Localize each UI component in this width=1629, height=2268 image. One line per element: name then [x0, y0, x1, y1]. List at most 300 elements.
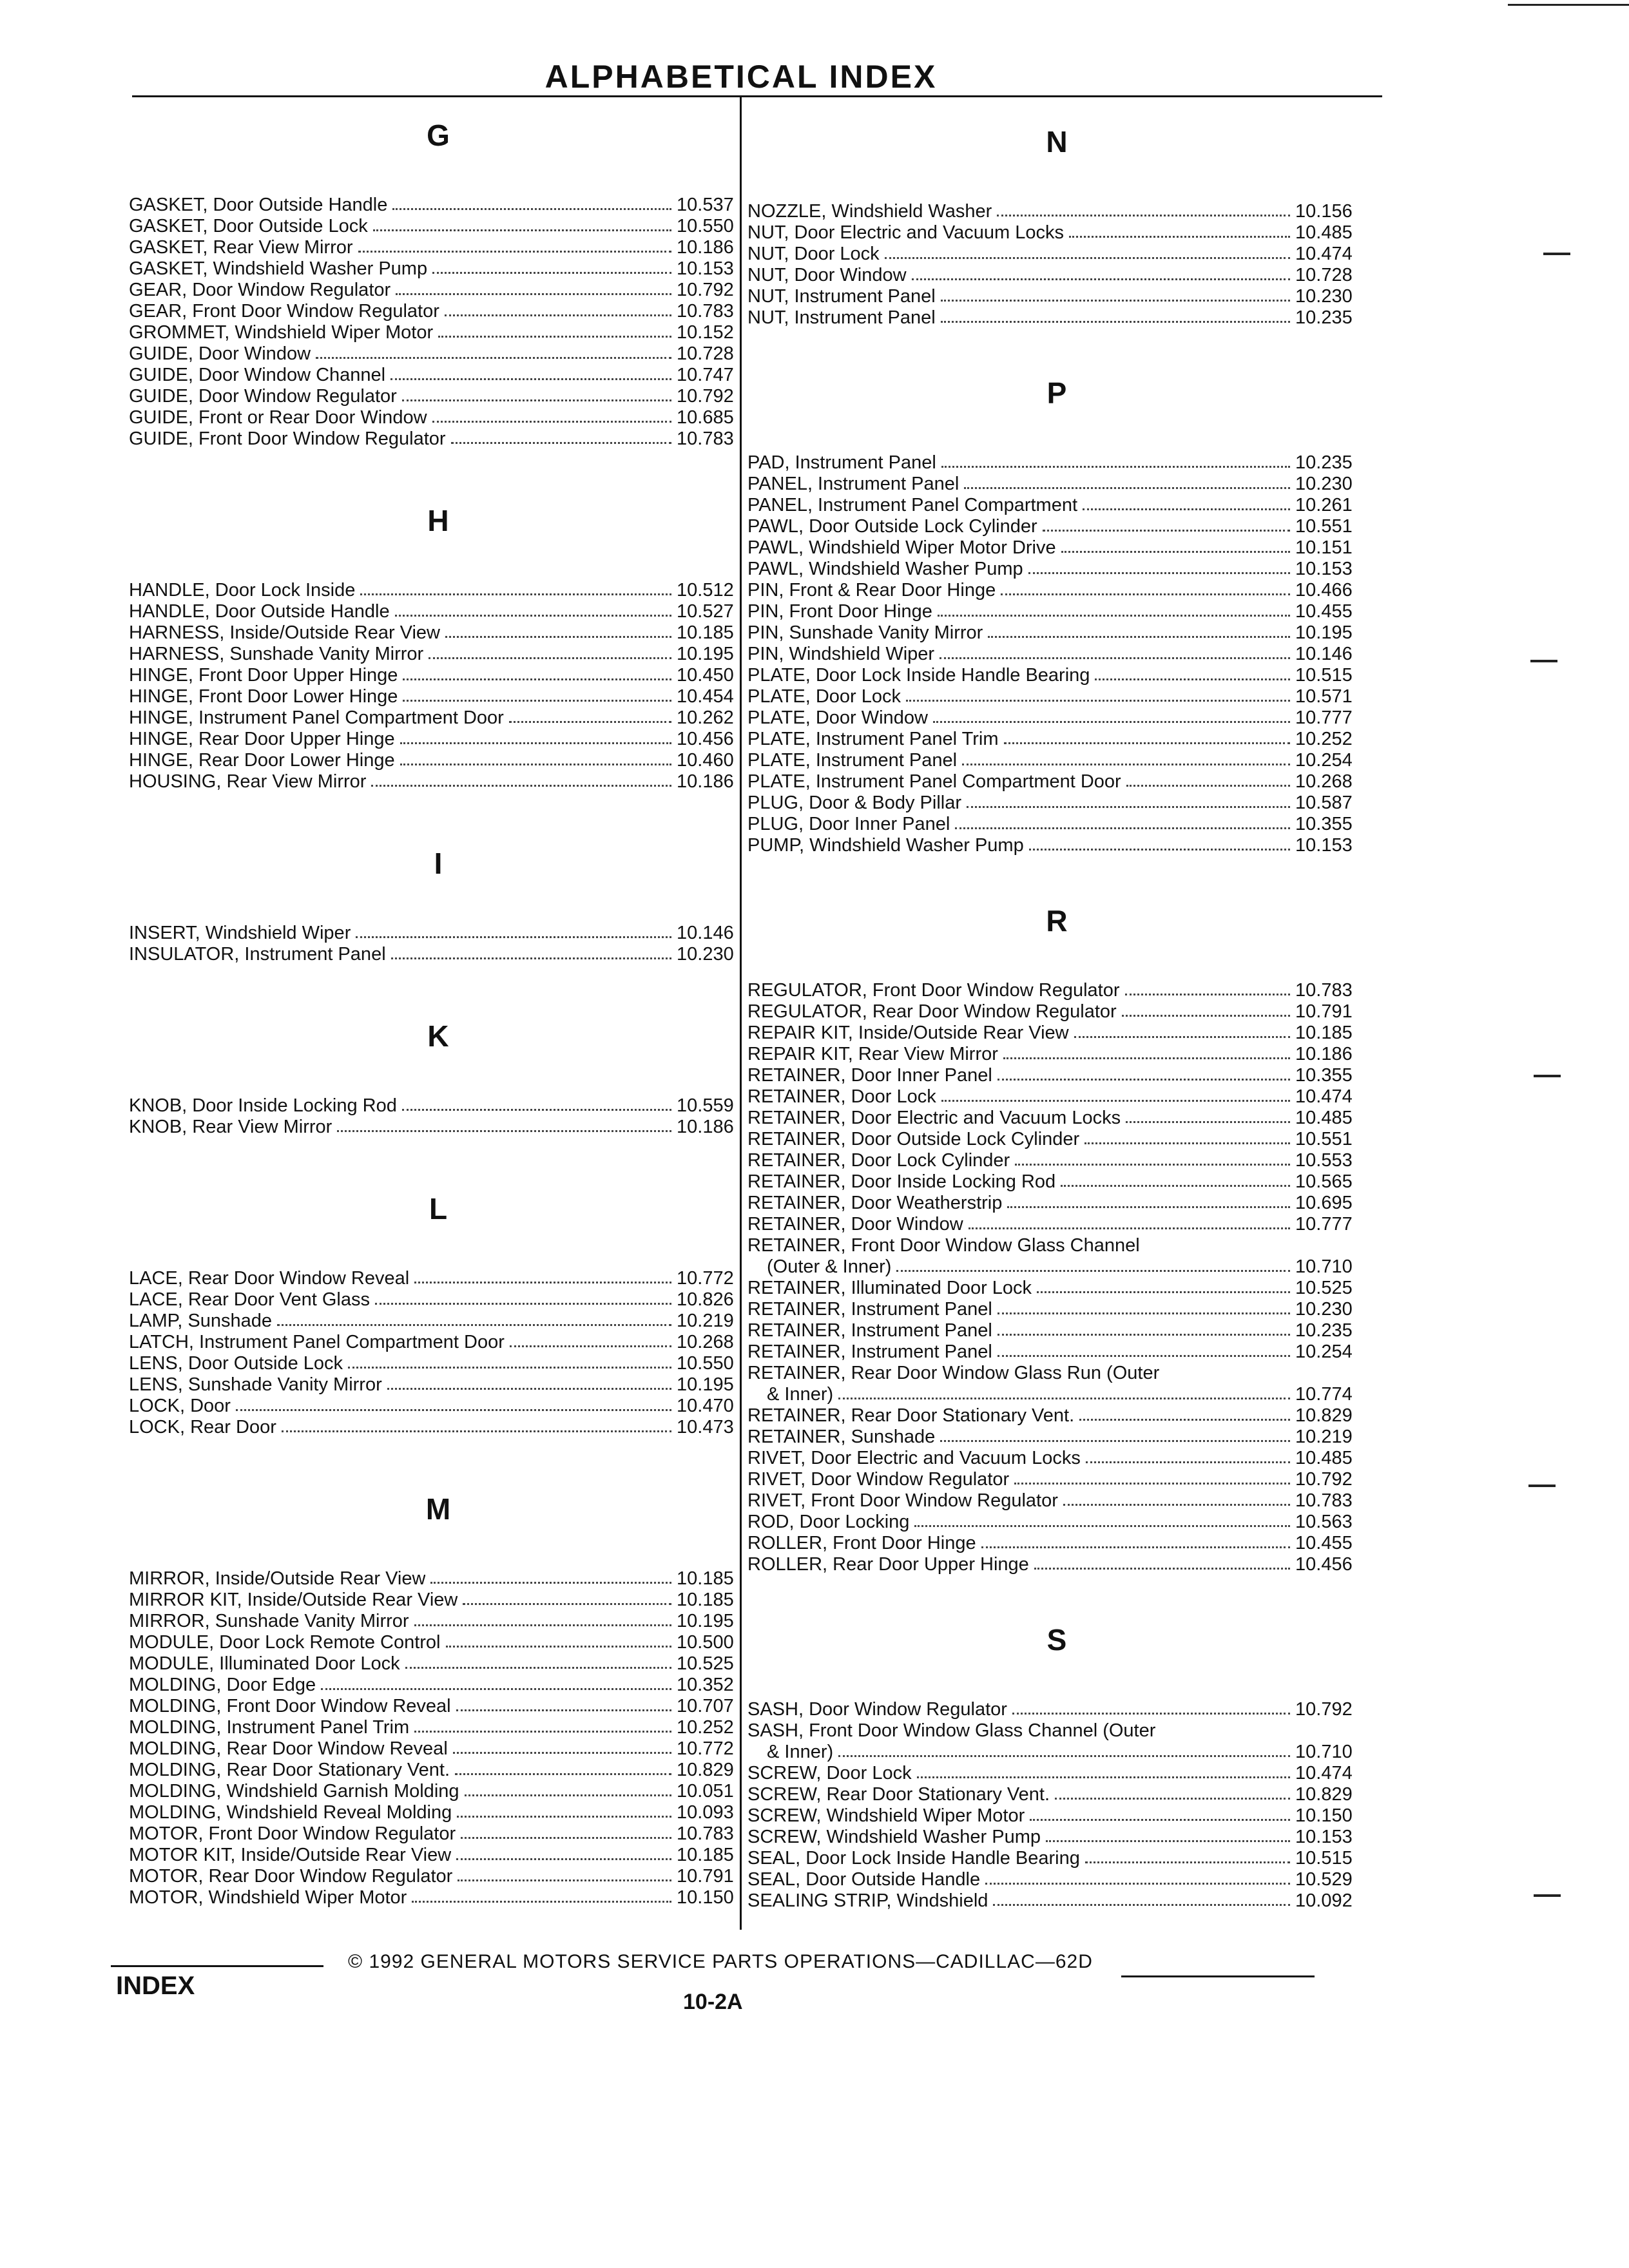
section-letter: N [1046, 125, 1068, 159]
entry-name: SCREW, Windshield Washer Pump [747, 1827, 1041, 1847]
dot-leader [456, 1709, 671, 1711]
entry-list [747, 201, 1366, 329]
index-entry [129, 216, 747, 237]
entry-name: INSULATOR, Instrument Panel [129, 944, 386, 965]
entry-page-ref: 10.195 [677, 644, 734, 664]
entry-page-ref: 10.525 [677, 1653, 734, 1674]
dot-leader [403, 678, 671, 680]
entry-page-ref: 10.219 [1295, 1427, 1353, 1447]
entry-page-ref: 10.185 [1295, 1023, 1353, 1043]
index-entry [129, 601, 747, 622]
entry-name: GEAR, Front Door Window Regulator [129, 301, 439, 322]
entry-name: LOCK, Rear Door [129, 1417, 276, 1437]
entry-name: PUMP, Windshield Washer Pump [747, 835, 1024, 856]
entry-page-ref: 10.473 [677, 1417, 734, 1437]
entry-page-ref: 10.783 [1295, 1490, 1353, 1511]
entry-page-ref: 10.352 [677, 1675, 734, 1695]
dot-leader [1063, 1504, 1290, 1506]
index-entry [747, 1214, 1366, 1235]
entry-name: INSERT, Windshield Wiper [129, 923, 351, 943]
index-entry [747, 1742, 1366, 1763]
entry-page-ref: 10.728 [1295, 265, 1353, 285]
index-entry [747, 1763, 1366, 1784]
entry-page-ref: 10.470 [677, 1396, 734, 1416]
entry-page-ref: 10.156 [1295, 201, 1353, 222]
entry-page-ref: 10.792 [1295, 1469, 1353, 1490]
entry-name: GEAR, Door Window Regulator [129, 280, 391, 300]
dot-leader [998, 1355, 1290, 1357]
entry-name: HOUSING, Rear View Mirror [129, 771, 367, 792]
right-column [747, 122, 1366, 1912]
index-entry [129, 644, 747, 665]
dot-leader [451, 442, 671, 444]
index-entry [129, 1802, 747, 1823]
dot-leader [371, 785, 671, 787]
dot-leader [997, 215, 1290, 216]
entry-list [747, 1699, 1366, 1912]
entry-name: HANDLE, Door Lock Inside [129, 580, 356, 601]
entry-page-ref: 10.185 [677, 1590, 734, 1610]
entry-name: SCREW, Door Lock [747, 1763, 912, 1783]
index-entry [747, 1869, 1366, 1890]
entry-name: PLUG, Door & Body Pillar [747, 793, 962, 813]
entry-page-ref: 10.454 [677, 686, 734, 707]
entry-page-ref: 10.152 [677, 322, 734, 343]
entry-name: RETAINER, Door Window [747, 1214, 963, 1235]
entry-name: RETAINER, Front Door Window Glass Channel [747, 1235, 1140, 1256]
dot-leader [969, 1227, 1290, 1229]
entry-list [747, 980, 1366, 1575]
index-entry [129, 428, 747, 450]
entry-name: PLUG, Door Inner Panel [747, 814, 950, 834]
entry-page-ref: 10.710 [1295, 1256, 1353, 1277]
entry-page-ref: 10.550 [677, 216, 734, 236]
dot-leader [1003, 1057, 1290, 1059]
dot-leader [941, 466, 1290, 468]
dot-leader [1028, 572, 1290, 574]
entry-name: GASKET, Windshield Washer Pump [129, 258, 428, 279]
dot-leader [1126, 785, 1290, 787]
entry-page-ref: 10.185 [677, 1845, 734, 1865]
entry-name: (Outer & Inner) [767, 1256, 892, 1277]
entry-name: MOLDING, Windshield Garnish Molding [129, 1781, 459, 1802]
entry-name: PLATE, Door Lock Inside Handle Bearing [747, 665, 1090, 686]
index-section-h [129, 501, 747, 793]
dot-leader [1095, 678, 1290, 680]
entry-page-ref: 10.195 [677, 1611, 734, 1631]
dot-leader [1007, 1206, 1290, 1208]
dot-leader [941, 321, 1290, 323]
entry-list [129, 923, 747, 965]
entry-page-ref: 10.553 [1295, 1150, 1353, 1171]
dot-leader [1122, 1015, 1290, 1017]
entry-page-ref: 10.571 [1295, 686, 1353, 707]
entry-name: GUIDE, Door Window Channel [129, 365, 386, 385]
entry-name: NUT, Door Electric and Vacuum Locks [747, 222, 1065, 243]
entry-name: RIVET, Door Electric and Vacuum Locks [747, 1448, 1081, 1468]
dot-leader [400, 764, 671, 765]
margin-mark [1534, 1075, 1561, 1077]
entry-name: REGULATOR, Front Door Window Regulator [747, 980, 1120, 1001]
dot-leader [940, 1440, 1290, 1442]
entry-page-ref: 10.186 [677, 1117, 734, 1137]
dot-leader [1043, 530, 1290, 532]
dot-leader [391, 957, 671, 959]
entry-name: SEAL, Door Lock Inside Handle Bearing [747, 1848, 1080, 1869]
entry-page-ref: 10.153 [677, 258, 734, 279]
entry-name: NUT, Door Lock [747, 244, 880, 264]
entry-name: MODULE, Door Lock Remote Control [129, 1632, 441, 1653]
entry-page-ref: 10.728 [677, 343, 734, 364]
index-entry [129, 195, 747, 216]
section-letter: G [427, 119, 450, 152]
entry-page-ref: 10.587 [1295, 793, 1353, 813]
index-section-k [129, 1017, 747, 1138]
entry-page-ref: 10.051 [677, 1781, 734, 1802]
index-entry [747, 1193, 1366, 1214]
entry-page-ref: 10.792 [677, 386, 734, 407]
entry-name: SASH, Door Window Regulator [747, 1699, 1007, 1720]
dot-leader [1046, 1840, 1290, 1842]
index-entry [747, 686, 1366, 707]
index-section-i [129, 844, 747, 965]
index-entry [129, 1417, 747, 1438]
entry-page-ref: 10.685 [677, 407, 734, 428]
dot-leader [1012, 1713, 1290, 1715]
page-number: 10-2A [683, 1990, 743, 2014]
dot-leader [1055, 1798, 1290, 1800]
left-column [129, 116, 747, 1908]
index-entry [747, 750, 1366, 771]
entry-page-ref: 10.460 [677, 750, 734, 771]
entry-page-ref: 10.146 [677, 923, 734, 943]
entry-page-ref: 10.185 [677, 1568, 734, 1589]
section-label: INDEX [116, 1972, 195, 2000]
index-entry [129, 1653, 747, 1675]
entry-name: SCREW, Windshield Wiper Motor [747, 1805, 1025, 1826]
entry-name: PIN, Front & Rear Door Hinge [747, 580, 996, 601]
entry-page-ref: 10.563 [1295, 1512, 1353, 1532]
index-entry [747, 1363, 1366, 1384]
entry-page-ref: 10.455 [1295, 1533, 1353, 1553]
entry-name: GUIDE, Door Window [129, 343, 311, 364]
index-entry [747, 707, 1366, 729]
dot-leader [405, 1667, 671, 1669]
entry-list [129, 580, 747, 793]
index-entry [129, 1332, 747, 1353]
entry-name: & Inner) [767, 1384, 834, 1405]
dot-leader [998, 1079, 1290, 1081]
entry-name: LATCH, Instrument Panel Compartment Door [129, 1332, 505, 1352]
dot-leader [1061, 1185, 1290, 1187]
entry-page-ref: 10.550 [677, 1353, 734, 1374]
entry-page-ref: 10.695 [1295, 1193, 1353, 1213]
entry-page-ref: 10.230 [677, 944, 734, 965]
index-entry [747, 1086, 1366, 1108]
index-entry [747, 1108, 1366, 1129]
entry-name: HARNESS, Sunshade Vanity Mirror [129, 644, 424, 664]
dot-leader [1014, 1483, 1290, 1485]
index-entry [747, 1405, 1366, 1427]
index-entry [129, 1781, 747, 1802]
entry-page-ref: 10.512 [677, 580, 734, 601]
footer-rule-right [1121, 1975, 1315, 1977]
entry-name: RETAINER, Door Inner Panel [747, 1065, 992, 1086]
entry-page-ref: 10.777 [1295, 707, 1353, 728]
entry-name: HANDLE, Door Outside Handle [129, 601, 390, 622]
dot-leader [941, 300, 1290, 302]
entry-name: MOTOR, Rear Door Window Regulator [129, 1866, 453, 1887]
entry-page-ref: 10.474 [1295, 1763, 1353, 1783]
entry-name: REPAIR KIT, Rear View Mirror [747, 1044, 998, 1064]
entry-list [129, 1568, 747, 1908]
index-entry [747, 1150, 1366, 1171]
entry-name: HINGE, Front Door Upper Hinge [129, 665, 398, 686]
index-entry [747, 622, 1366, 644]
dot-leader [938, 615, 1290, 617]
dot-leader [906, 700, 1290, 702]
entry-name: MIRROR, Inside/Outside Rear View [129, 1568, 426, 1589]
entry-page-ref: 10.747 [677, 365, 734, 385]
dot-leader [955, 827, 1290, 829]
entry-name: RETAINER, Rear Door Stationary Vent. [747, 1405, 1075, 1426]
dot-leader [430, 1582, 671, 1584]
entry-page-ref: 10.515 [1295, 1848, 1353, 1869]
entry-page-ref: 10.235 [1295, 452, 1353, 473]
entry-name: ROLLER, Rear Door Upper Hinge [747, 1554, 1029, 1575]
entry-page-ref: 10.093 [677, 1802, 734, 1823]
dot-leader [414, 1624, 671, 1626]
index-entry [129, 1374, 747, 1396]
entry-name: GUIDE, Front or Rear Door Window [129, 407, 427, 428]
dot-leader [988, 636, 1290, 638]
entry-name: PAWL, Windshield Wiper Motor Drive [747, 537, 1056, 558]
margin-mark [1534, 1894, 1561, 1897]
section-letter: L [429, 1192, 448, 1225]
index-entry [129, 1289, 747, 1311]
entry-name: HARNESS, Inside/Outside Rear View [129, 622, 441, 643]
index-entry [129, 1353, 747, 1374]
index-entry [747, 1784, 1366, 1805]
section-letter: R [1046, 904, 1068, 937]
entry-page-ref: 10.565 [1295, 1171, 1353, 1192]
entry-name: PANEL, Instrument Panel [747, 474, 959, 494]
dot-leader [402, 399, 671, 401]
dot-leader [432, 421, 671, 423]
dot-leader [1079, 1419, 1290, 1421]
entry-name: MOLDING, Windshield Reveal Molding [129, 1802, 452, 1823]
entry-name: MIRROR, Sunshade Vanity Mirror [129, 1611, 409, 1631]
index-entry [129, 301, 747, 322]
entry-page-ref: 10.783 [677, 428, 734, 449]
index-entry [747, 1171, 1366, 1193]
dot-leader [838, 1398, 1290, 1399]
entry-page-ref: 10.254 [1295, 1341, 1353, 1362]
index-entry [747, 601, 1366, 622]
entry-name: PAD, Instrument Panel [747, 452, 936, 473]
dot-leader [510, 1345, 671, 1347]
entry-name: GASKET, Door Outside Lock [129, 216, 368, 236]
entry-page-ref: 10.150 [677, 1887, 734, 1908]
page-title: ALPHABETICAL INDEX [545, 59, 938, 95]
entry-name: GASKET, Rear View Mirror [129, 237, 353, 258]
dot-leader [387, 1388, 671, 1390]
dot-leader [967, 806, 1290, 808]
entry-name: PIN, Front Door Hinge [747, 601, 932, 622]
entry-page-ref: 10.355 [1295, 1065, 1353, 1086]
index-entry [747, 1341, 1366, 1363]
index-entry [129, 771, 747, 793]
entry-name: NUT, Instrument Panel [747, 286, 936, 307]
dot-leader [316, 357, 671, 359]
dot-leader [941, 1100, 1290, 1102]
entry-name: SEALING STRIP, Windshield [747, 1890, 988, 1911]
index-entry [129, 386, 747, 407]
index-entry [747, 1720, 1366, 1742]
entry-name: RETAINER, Door Lock [747, 1086, 936, 1107]
section-letter: S [1046, 1623, 1067, 1657]
entry-page-ref: 10.230 [1295, 286, 1353, 307]
entry-page-ref: 10.185 [677, 622, 734, 643]
entry-page-ref: 10.792 [1295, 1699, 1353, 1720]
index-entry [747, 537, 1366, 559]
index-entry [129, 923, 747, 944]
entry-name: RETAINER, Door Lock Cylinder [747, 1150, 1010, 1171]
entry-page-ref: 10.485 [1295, 1448, 1353, 1468]
dot-leader [414, 1731, 671, 1733]
entry-name: PIN, Windshield Wiper [747, 644, 935, 664]
dot-leader [348, 1367, 671, 1369]
entry-page-ref: 10.456 [677, 729, 734, 749]
dot-leader [933, 721, 1290, 723]
section-letter: K [427, 1019, 449, 1053]
entry-name: RETAINER, Instrument Panel [747, 1341, 992, 1362]
dot-leader [985, 1883, 1290, 1885]
dot-leader [356, 936, 671, 938]
entry-list [129, 195, 747, 450]
entry-list [129, 1268, 747, 1438]
dot-leader [438, 336, 671, 338]
index-section-m [129, 1490, 747, 1908]
index-entry [747, 265, 1366, 286]
entry-page-ref: 10.092 [1295, 1890, 1353, 1911]
dot-leader [917, 1776, 1290, 1778]
dot-leader [1126, 1121, 1290, 1123]
entry-name: PLATE, Door Window [747, 707, 928, 728]
entry-name: & Inner) [767, 1742, 834, 1762]
entry-page-ref: 10.772 [677, 1738, 734, 1759]
dot-leader [1086, 1461, 1290, 1463]
index-entry [747, 1129, 1366, 1150]
entry-page-ref: 10.774 [1295, 1384, 1353, 1405]
dot-leader [455, 1773, 671, 1775]
index-entry [747, 1299, 1366, 1320]
dot-leader [400, 742, 671, 744]
index-entry [129, 407, 747, 428]
index-entry [129, 750, 747, 771]
index-entry [747, 1278, 1366, 1299]
entry-page-ref: 10.153 [1295, 559, 1353, 579]
entry-page-ref: 10.551 [1295, 516, 1353, 537]
entry-page-ref: 10.515 [1295, 665, 1353, 686]
dot-leader [360, 593, 671, 595]
index-entry [129, 1396, 747, 1417]
entry-page-ref: 10.146 [1295, 644, 1353, 664]
entry-page-ref: 10.455 [1295, 601, 1353, 622]
entry-page-ref: 10.783 [677, 1823, 734, 1844]
dot-leader [962, 764, 1290, 765]
entry-page-ref: 10.783 [1295, 980, 1353, 1001]
entry-name: KNOB, Rear View Mirror [129, 1117, 333, 1137]
index-entry [129, 1696, 747, 1717]
entry-page-ref: 10.829 [677, 1760, 734, 1780]
index-entry [129, 1632, 747, 1653]
entry-name: ROLLER, Front Door Hinge [747, 1533, 976, 1553]
index-entry [747, 835, 1366, 856]
dot-leader [390, 378, 671, 380]
footer-rule-left [111, 1965, 323, 1967]
dot-leader [1125, 994, 1290, 995]
entry-name: RETAINER, Sunshade [747, 1427, 936, 1447]
index-entry [747, 1427, 1366, 1448]
index-entry [747, 814, 1366, 835]
dot-leader [236, 1409, 671, 1411]
dot-leader [998, 1312, 1290, 1314]
dot-leader [461, 1837, 671, 1839]
index-entry [747, 1384, 1366, 1405]
dot-leader [1015, 1164, 1290, 1166]
entry-name: MOLDING, Rear Door Window Reveal [129, 1738, 448, 1759]
dot-leader [998, 1334, 1290, 1336]
index-entry [129, 686, 747, 707]
entry-name: HINGE, Rear Door Lower Hinge [129, 750, 395, 771]
index-entry [129, 1738, 747, 1760]
dot-leader [912, 278, 1290, 280]
index-entry [129, 322, 747, 343]
index-entry [129, 1268, 747, 1289]
dot-leader [940, 657, 1290, 659]
index-entry [747, 1827, 1366, 1848]
entry-name: PANEL, Instrument Panel Compartment [747, 495, 1078, 515]
entry-page-ref: 10.268 [1295, 771, 1353, 792]
entry-page-ref: 10.485 [1295, 1108, 1353, 1128]
index-entry [129, 665, 747, 686]
entry-name: PLATE, Instrument Panel Trim [747, 729, 999, 749]
dot-leader [1004, 742, 1291, 744]
index-entry [747, 771, 1366, 793]
index-entry [747, 1235, 1366, 1256]
dot-leader [885, 257, 1290, 259]
entry-name: RETAINER, Door Electric and Vacuum Locks [747, 1108, 1121, 1128]
index-entry [129, 280, 747, 301]
top-edge-rule [1508, 4, 1629, 6]
index-entry [747, 1699, 1366, 1720]
entry-name: ROD, Door Locking [747, 1512, 910, 1532]
entry-page-ref: 10.525 [1295, 1278, 1353, 1298]
title-divider [132, 95, 1382, 97]
dot-leader [993, 1904, 1290, 1906]
entry-name: PLATE, Instrument Panel [747, 750, 958, 771]
entry-name: RETAINER, Illuminated Door Lock [747, 1278, 1032, 1298]
entry-page-ref: 10.150 [1295, 1805, 1353, 1826]
entry-page-ref: 10.151 [1295, 537, 1353, 558]
entry-name: MOTOR, Front Door Window Regulator [129, 1823, 456, 1844]
dot-leader [458, 1879, 671, 1881]
entry-name: PAWL, Door Outside Lock Cylinder [747, 516, 1037, 537]
copyright-notice: © 1992 GENERAL MOTORS SERVICE PARTS OPERATIONS—CADILLAC—62D [348, 1951, 1093, 1972]
entry-page-ref: 10.485 [1295, 222, 1353, 243]
index-entry [747, 1469, 1366, 1490]
